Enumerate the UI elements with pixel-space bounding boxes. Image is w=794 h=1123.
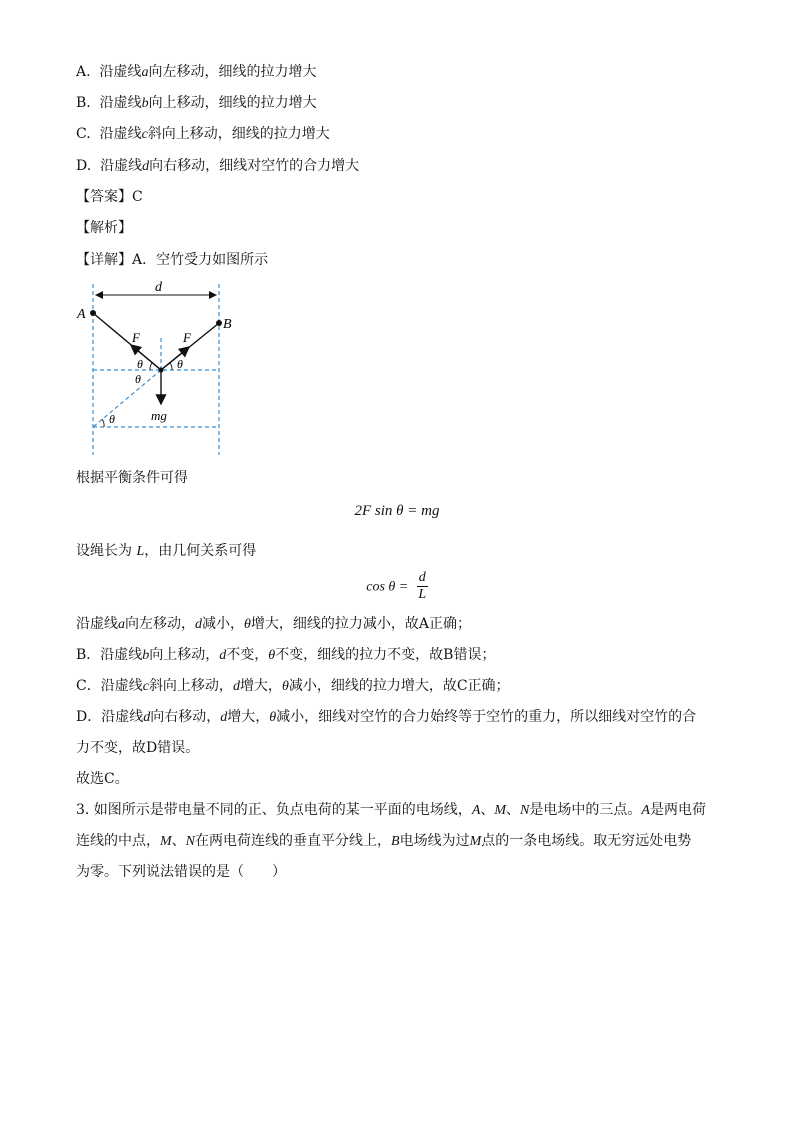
option-text: 斜向上移动，细线的拉力增大 [147, 126, 330, 142]
detail-line [76, 250, 268, 270]
text-segment: 增大，细线的拉力减小，故A正确； [250, 616, 472, 632]
label-f-left: F [132, 330, 140, 345]
force-diagram [74, 280, 234, 458]
text-segment: 3. 如图所示是带电量不同的正、负点电荷的某一平面的电场线， [76, 802, 472, 818]
text-segment: 斜向上移动， [148, 678, 233, 694]
var: B [391, 834, 400, 849]
detail-text: A．空竹受力如图所示 [132, 252, 269, 268]
choose-line: 故选C。 [76, 771, 129, 787]
detail-bracket: 【详解】 [76, 252, 132, 268]
text-rope-length [76, 541, 256, 562]
equation-1: 2F sin θ = mg [354, 503, 440, 519]
text-segment: 点的一条电场线。取无穷远处电势 [481, 833, 692, 849]
option-d [76, 156, 359, 177]
paragraph-d [76, 707, 696, 728]
force-arrow-right [161, 347, 189, 370]
text-segment: 减小，细线的拉力增大，故C正确； [288, 678, 510, 694]
option-var: a [141, 65, 149, 80]
paragraph-b [76, 645, 495, 666]
text-segment: C．沿虚线 [76, 678, 143, 694]
text-segment: 减小， [202, 616, 244, 632]
text-segment: 不变，细线的拉力不变，故B错误； [275, 647, 496, 663]
equation-2 [0, 570, 794, 603]
var: a [118, 617, 125, 632]
var: θ [281, 679, 289, 694]
label-theta-mid: θ [135, 372, 141, 386]
var: b [142, 648, 150, 663]
answer-line [76, 187, 143, 207]
label-theta-left: θ [137, 357, 143, 371]
option-text: 向右移动，细线对空竹的合力增大 [149, 158, 360, 174]
text-segment: ，由几何关系可得 [144, 543, 257, 559]
paragraph-c [76, 676, 510, 697]
option-label: A. [76, 64, 91, 80]
eq2-numerator: d [418, 570, 426, 585]
var: N [520, 803, 530, 818]
option-text: 向上移动，细线的拉力增大 [148, 95, 317, 111]
var: M [160, 834, 172, 849]
text-segment: 设绳长为 [76, 543, 137, 559]
var: θ [268, 648, 276, 663]
d-label: d [155, 280, 162, 295]
text-segment: 不变， [226, 647, 269, 663]
option-text: 沿虚线 [99, 126, 142, 142]
text-segment: 增大， [239, 678, 282, 694]
text-segment: 是电场中的三点。 [529, 802, 642, 818]
point-b [216, 320, 222, 326]
text-segment: D．沿虚线 [76, 709, 144, 725]
text-segment: 、 [171, 833, 186, 849]
option-text: 沿虚线 [100, 158, 143, 174]
text-segment: 向右移动， [150, 709, 221, 725]
option-var: b [141, 96, 149, 111]
question-3-line-2 [76, 831, 691, 852]
var: d [195, 617, 202, 632]
eq2-lhs: cos θ = [366, 579, 409, 595]
text-segment: 连线的中点， [76, 833, 160, 849]
label-b: B [223, 317, 232, 332]
var: θ [269, 710, 277, 725]
paragraph-d-cont: 力不变，故D错误。 [76, 740, 200, 756]
point-a [90, 310, 96, 316]
angle-arc-right [170, 363, 172, 370]
analysis-header: 【解析】 [76, 220, 132, 236]
var: d [232, 679, 240, 694]
option-a [76, 62, 316, 83]
answer-value: C [132, 189, 143, 205]
center-point [159, 368, 164, 373]
var: d [143, 710, 151, 725]
option-var: c [141, 127, 148, 142]
option-label: D. [76, 158, 92, 174]
text-segment: B．沿虚线 [76, 647, 143, 663]
text-segment: 、 [506, 802, 521, 818]
angle-arc-left [150, 363, 152, 370]
question-3-line-1 [76, 800, 706, 821]
label-mg: mg [151, 408, 167, 423]
var: M [469, 834, 482, 849]
var: θ [244, 617, 251, 632]
text-segment: 向上移动， [149, 647, 220, 663]
eq2-denominator: L [418, 587, 427, 602]
eq2-fraction [417, 570, 428, 603]
text-equilibrium: 根据平衡条件可得 [76, 470, 188, 486]
option-text: 向左移动，细线的拉力增大 [148, 64, 317, 80]
var: N [185, 834, 196, 849]
force-arrow-left [131, 345, 161, 370]
text-segment: 在两电荷连线的垂直平分线上， [195, 833, 392, 849]
var: A [641, 803, 650, 818]
text-segment: 减小，细线对空竹的合力始终等于空竹的重力，所以细线对空竹的合 [276, 709, 697, 725]
text-segment: 是两电荷 [649, 802, 706, 818]
var: c [142, 679, 149, 694]
var: A [471, 803, 481, 818]
label-theta-bottom: θ [109, 412, 115, 426]
option-label: C. [76, 126, 91, 142]
var: M [494, 803, 507, 818]
text-segment: 电场线为过 [399, 833, 470, 849]
option-b [76, 93, 317, 114]
question-3-line-3: 为零。下列说法错误的是（ ） [76, 864, 286, 880]
angle-arc-bottom [102, 419, 104, 427]
label-f-right: F [183, 330, 191, 345]
answer-bracket: 【答案】 [76, 189, 132, 205]
option-text: 沿虚线 [99, 95, 142, 111]
label-a: A [77, 307, 86, 322]
var: d [219, 648, 227, 663]
paragraph-a [76, 614, 471, 635]
text-segment: 增大， [227, 709, 270, 725]
var: d [220, 710, 228, 725]
option-label: B. [76, 95, 91, 111]
text-segment: 、 [480, 802, 495, 818]
var-l: L [136, 544, 145, 559]
text-segment: 向左移动， [125, 616, 195, 632]
text-segment: 沿虚线 [76, 616, 118, 632]
option-c [76, 124, 330, 145]
option-text: 沿虚线 [99, 64, 142, 80]
label-theta-right: θ [177, 357, 183, 371]
option-var: d [142, 159, 150, 174]
